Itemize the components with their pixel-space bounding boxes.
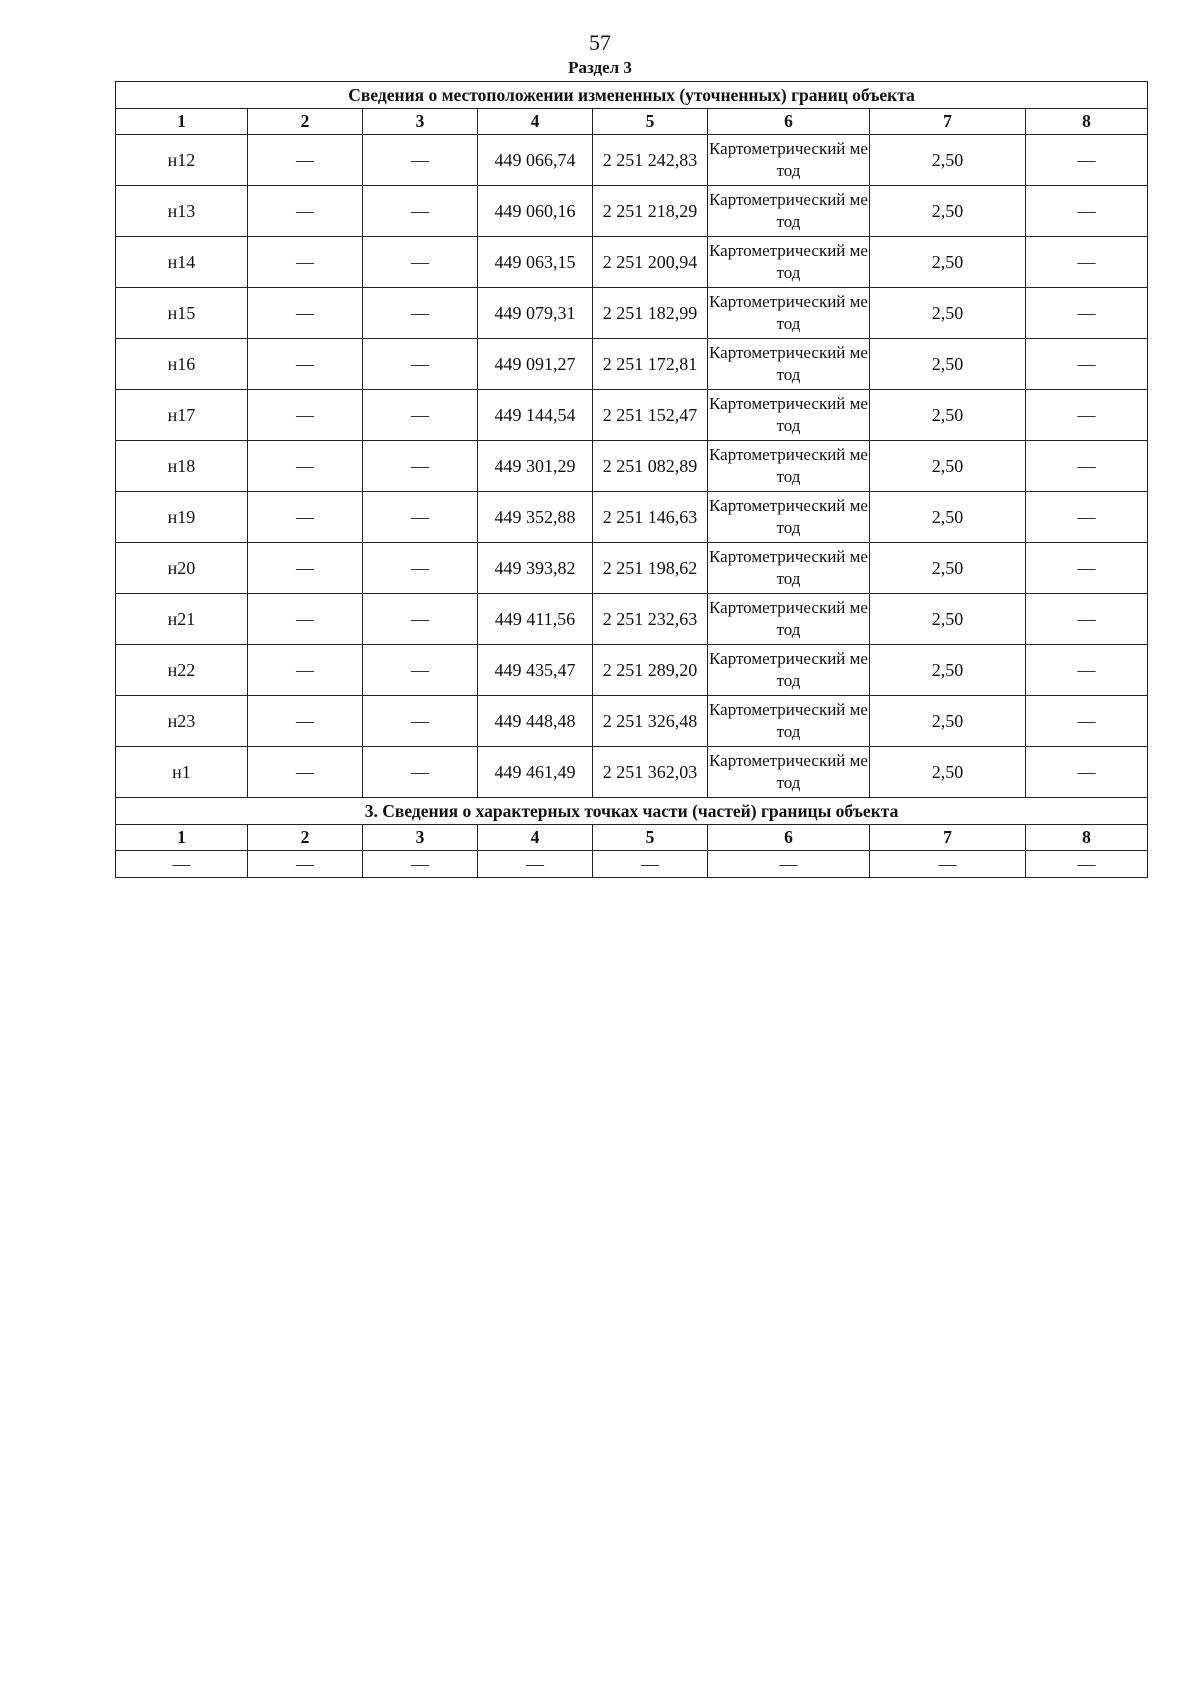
cell-col2: — xyxy=(248,237,363,288)
accuracy: 2,50 xyxy=(870,747,1026,798)
method: Картометрический метод xyxy=(708,339,870,390)
method: Картометрический метод xyxy=(708,696,870,747)
table-row xyxy=(116,645,1148,696)
part-caption-row xyxy=(116,798,1148,825)
cell-col3: — xyxy=(363,696,478,747)
cell-col2: — xyxy=(248,747,363,798)
cell-col2: — xyxy=(248,288,363,339)
point-name: н21 xyxy=(116,594,248,645)
cell-col2: — xyxy=(248,339,363,390)
boundary-points-table xyxy=(115,81,1148,878)
coord-y: 2 251 326,48 xyxy=(593,696,708,747)
point-name: н13 xyxy=(116,186,248,237)
cell-col3: — xyxy=(363,492,478,543)
cell-col2: — xyxy=(248,186,363,237)
table-row xyxy=(116,492,1148,543)
coord-x: 449 144,54 xyxy=(478,390,593,441)
cell-col8: — xyxy=(1026,441,1148,492)
column-number: 5 xyxy=(593,825,708,851)
method: Картометрический метод xyxy=(708,492,870,543)
column-number: 3 xyxy=(363,825,478,851)
cell-col3: — xyxy=(363,543,478,594)
cell-col8: — xyxy=(1026,492,1148,543)
point-name: н22 xyxy=(116,645,248,696)
section-title: Раздел 3 xyxy=(568,58,632,77)
point-name: н17 xyxy=(116,390,248,441)
empty-cell: — xyxy=(116,851,248,878)
cell-col2: — xyxy=(248,594,363,645)
coord-y: 2 251 289,20 xyxy=(593,645,708,696)
coord-x: 449 079,31 xyxy=(478,288,593,339)
cell-col3: — xyxy=(363,390,478,441)
cell-col3: — xyxy=(363,747,478,798)
coord-x: 449 060,16 xyxy=(478,186,593,237)
cell-col8: — xyxy=(1026,186,1148,237)
column-number: 8 xyxy=(1026,825,1148,851)
cell-col8: — xyxy=(1026,645,1148,696)
cell-col3: — xyxy=(363,441,478,492)
point-name: н20 xyxy=(116,543,248,594)
part-caption: 3. Сведения о характерных точках части (частей) границы объекта xyxy=(116,798,1148,825)
point-name: н15 xyxy=(116,288,248,339)
column-number: 7 xyxy=(870,109,1026,135)
table-row xyxy=(116,237,1148,288)
point-name: н23 xyxy=(116,696,248,747)
table-row xyxy=(116,186,1148,237)
cell-col2: — xyxy=(248,645,363,696)
empty-cell: — xyxy=(708,851,870,878)
empty-cell: — xyxy=(478,851,593,878)
column-number-row xyxy=(116,109,1148,135)
cell-col8: — xyxy=(1026,237,1148,288)
cell-col3: — xyxy=(363,594,478,645)
coord-y: 2 251 172,81 xyxy=(593,339,708,390)
empty-cell: — xyxy=(593,851,708,878)
column-number: 1 xyxy=(116,109,248,135)
point-name: н16 xyxy=(116,339,248,390)
column-number: 6 xyxy=(708,825,870,851)
coord-y: 2 251 146,63 xyxy=(593,492,708,543)
column-number: 5 xyxy=(593,109,708,135)
coord-y: 2 251 200,94 xyxy=(593,237,708,288)
coord-x: 449 461,49 xyxy=(478,747,593,798)
table-row xyxy=(116,135,1148,186)
column-number: 6 xyxy=(708,109,870,135)
column-number: 3 xyxy=(363,109,478,135)
coord-x: 449 448,48 xyxy=(478,696,593,747)
accuracy: 2,50 xyxy=(870,339,1026,390)
column-number: 4 xyxy=(478,109,593,135)
page-number: 57 xyxy=(589,30,611,55)
method: Картометрический метод xyxy=(708,390,870,441)
coord-x: 449 435,47 xyxy=(478,645,593,696)
cell-col2: — xyxy=(248,696,363,747)
cell-col8: — xyxy=(1026,390,1148,441)
point-name: н18 xyxy=(116,441,248,492)
accuracy: 2,50 xyxy=(870,390,1026,441)
accuracy: 2,50 xyxy=(870,543,1026,594)
method: Картометрический метод xyxy=(708,645,870,696)
coord-x: 449 066,74 xyxy=(478,135,593,186)
coord-y: 2 251 242,83 xyxy=(593,135,708,186)
cell-col8: — xyxy=(1026,696,1148,747)
cell-col8: — xyxy=(1026,135,1148,186)
point-name: н14 xyxy=(116,237,248,288)
part-empty-row xyxy=(116,851,1148,878)
method: Картометрический метод xyxy=(708,747,870,798)
table-caption: Сведения о местоположении измененных (уточненных) границ объекта xyxy=(116,82,1148,109)
accuracy: 2,50 xyxy=(870,288,1026,339)
accuracy: 2,50 xyxy=(870,186,1026,237)
cell-col2: — xyxy=(248,390,363,441)
cell-col8: — xyxy=(1026,339,1148,390)
cell-col3: — xyxy=(363,186,478,237)
coord-x: 449 301,29 xyxy=(478,441,593,492)
accuracy: 2,50 xyxy=(870,696,1026,747)
cell-col2: — xyxy=(248,441,363,492)
accuracy: 2,50 xyxy=(870,645,1026,696)
method: Картометрический метод xyxy=(708,288,870,339)
table-caption-row xyxy=(116,82,1148,109)
accuracy: 2,50 xyxy=(870,441,1026,492)
cell-col8: — xyxy=(1026,747,1148,798)
accuracy: 2,50 xyxy=(870,492,1026,543)
coord-y: 2 251 152,47 xyxy=(593,390,708,441)
table-row xyxy=(116,696,1148,747)
coord-y: 2 251 218,29 xyxy=(593,186,708,237)
table-row xyxy=(116,339,1148,390)
coord-y: 2 251 082,89 xyxy=(593,441,708,492)
cell-col3: — xyxy=(363,288,478,339)
column-number: 8 xyxy=(1026,109,1148,135)
method: Картометрический метод xyxy=(708,441,870,492)
table-row xyxy=(116,441,1148,492)
method: Картометрический метод xyxy=(708,543,870,594)
table-row xyxy=(116,288,1148,339)
column-number: 2 xyxy=(248,109,363,135)
accuracy: 2,50 xyxy=(870,135,1026,186)
point-name: н1 xyxy=(116,747,248,798)
point-name: н19 xyxy=(116,492,248,543)
table-row xyxy=(116,594,1148,645)
cell-col8: — xyxy=(1026,543,1148,594)
coord-y: 2 251 198,62 xyxy=(593,543,708,594)
column-number: 2 xyxy=(248,825,363,851)
method: Картометрический метод xyxy=(708,135,870,186)
cell-col2: — xyxy=(248,135,363,186)
coord-x: 449 091,27 xyxy=(478,339,593,390)
empty-cell: — xyxy=(248,851,363,878)
method: Картометрический метод xyxy=(708,237,870,288)
coord-y: 2 251 232,63 xyxy=(593,594,708,645)
cell-col2: — xyxy=(248,492,363,543)
empty-cell: — xyxy=(870,851,1026,878)
cell-col3: — xyxy=(363,135,478,186)
column-number: 1 xyxy=(116,825,248,851)
cell-col8: — xyxy=(1026,288,1148,339)
part-column-number-row xyxy=(116,825,1148,851)
cell-col3: — xyxy=(363,339,478,390)
cell-col3: — xyxy=(363,645,478,696)
column-number: 4 xyxy=(478,825,593,851)
table-row xyxy=(116,390,1148,441)
cell-col2: — xyxy=(248,543,363,594)
coord-y: 2 251 182,99 xyxy=(593,288,708,339)
table-row xyxy=(116,543,1148,594)
coord-y: 2 251 362,03 xyxy=(593,747,708,798)
coord-x: 449 411,56 xyxy=(478,594,593,645)
point-name: н12 xyxy=(116,135,248,186)
accuracy: 2,50 xyxy=(870,237,1026,288)
table-row xyxy=(116,747,1148,798)
accuracy: 2,50 xyxy=(870,594,1026,645)
coord-x: 449 063,15 xyxy=(478,237,593,288)
coord-x: 449 393,82 xyxy=(478,543,593,594)
empty-cell: — xyxy=(1026,851,1148,878)
cell-col3: — xyxy=(363,237,478,288)
empty-cell: — xyxy=(363,851,478,878)
method: Картометрический метод xyxy=(708,594,870,645)
cell-col8: — xyxy=(1026,594,1148,645)
method: Картометрический метод xyxy=(708,186,870,237)
column-number: 7 xyxy=(870,825,1026,851)
coord-x: 449 352,88 xyxy=(478,492,593,543)
